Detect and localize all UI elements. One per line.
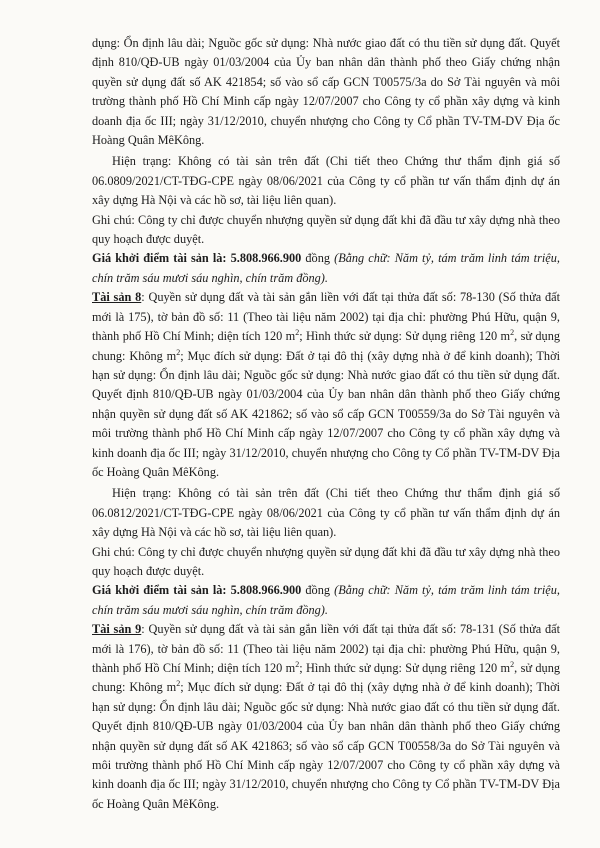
asset8-title: Tài sản 8 — [92, 290, 142, 305]
asset7-status: Hiện trạng: Không có tài sản trên đất (Chi tiết theo Chứng thư thẩm định giá số 06.0809/2021/CT-TĐG-CPE ngày 08/06/2021 của Công ty cổ phần tư vấn thẩm định dự án xây dựng Hà Nội và các hồ sơ, tài liệu liên quan). — [92, 154, 560, 208]
asset8-starting-price — [92, 581, 560, 620]
asset7-continuation: dụng: Ổn định lâu dài; Nguồc gốc sử dụng: Nhà nước giao đất có thu tiền sử dụng đất. Quyết định 810/QĐ-UB ngày 01/03/2004 của Ủy ban nhân dân thành phố theo Giấy chứng nhận quyền sử dụng đất số AK 421854; số vào sổ cấp GCN T00575/3a do Sở Tài nguyên và môi trường thành phố Hồ Chí Minh cấp ngày 12/07/2007 cho Công ty cổ phần xây dựng và kinh doanh địa ốc III; ngày 31/12/2010, chuyển nhượng cho Công ty Cổ phần TV-TM-DV Địa ốc Hoàng Quân MêKông. — [92, 36, 560, 148]
asset7-note: Ghi chú: Công ty chỉ được chuyển nhượng quyền sử dụng đất khi đã đầu tư xây dựng nhà theo quy hoạch được duyệt. — [92, 212, 560, 247]
price-label: Giá khởi điểm tài sản là: 5.808.966.900 — [92, 583, 302, 598]
asset8-status: Hiện trạng: Không có tài sản trên đất (Chi tiết theo Chứng thư thẩm định giá số 06.0812/2021/CT-TĐG-CPE ngày 08/06/2021 của Công ty cổ phần tư vấn thẩm định dự án xây dựng Hà Nội và các hồ sơ, tài liệu liên quan). — [92, 486, 560, 540]
asset9-description: Tài sản 9: Quyền sử dụng đất và tài sản gắn liền với đất tại thửa đất số: 78-131 (Số thửa đất mới là 176), tờ bản đồ số: 11 (Theo tài liệu năm 2002) tại địa chỉ: phường Phú Hữu, quận 9, thành phố Hồ Chí Minh; diện tích 120 $m^2$; Hình thức sử dụng: Sử dụng riêng 120 $m^2$, sử dụng chung: Không $m^2$; Mục đích sử dụng: Đất ở tại đô thị (xây dựng nhà ở để kinh doanh); Thời hạn sử dụng: Ổn định lâu dài; Nguồc gốc sử dụng: Nhà nước giao đất có thu tiền sử dụng đất. Quyết định 810/QĐ-UB ngày 01/03/2004 của Ủy ban nhân dân thành phố theo Giấy chứng nhận quyền sử dụng đất số AK 421863; số vào sổ cấp GCN T00558/3a do Sở Tài nguyên và môi trường thành phố Hồ Chí Minh cấp ngày 12/07/2007 cho Công ty cổ phần xây dựng và kinh doanh địa ốc III; ngày 31/12/2010, chuyển nhượng cho Công ty Cổ phần TV-TM-DV Địa ốc Hoàng Quân MêKông. — [92, 622, 560, 811]
price-in-words: (Bằng chữ: Năm tỷ, tám trăm linh tám triệu, chín trăm sáu mươi sáu nghìn, chín trăm đồng). — [92, 583, 560, 617]
asset9-title: Tài sản 9 — [92, 622, 142, 637]
asset8-note: Ghi chú: Công ty chỉ được chuyển nhượng quyền sử dụng đất khi đã đầu tư xây dựng nhà theo quy hoạch được duyệt. — [92, 544, 560, 578]
price-unit: đồng — [301, 583, 335, 598]
price-in-words: (Bằng chữ: Năm tỷ, tám trăm linh tám triệu, chín trăm sáu mươi sáu nghìn, chín trăm đồng). — [92, 251, 560, 285]
price-label: Giá khởi điểm tài sản là: 5.808.966.900 — [92, 251, 302, 266]
asset7-starting-price — [92, 249, 560, 288]
asset8-description: Tài sản 8: Quyền sử dụng đất và tài sản gắn liền với đất tại thửa đất số: 78-130 (Số thửa đất mới là 175), tờ bản đồ số: 11 (Theo tài liệu năm 2002) tại địa chỉ: phường Phú Hữu, quận 9, thành phố Hồ Chí Minh; diện tích 120 $m^2$; Hình thức sử dụng: Sử dụng riêng 120 $m^2$, sử dụng chung: Không $m^2$; Mục đích sử dụng: Đất ở tại đô thị (xây dựng nhà ở để kinh doanh); Thời hạn sử dụng: Ổn định lâu dài; Nguồc gốc sử dụng: Nhà nước giao đất có thu tiền sử dụng đất. Quyết định 810/QĐ-UB ngày 01/03/2004 của Ủy ban nhân dân thành phố theo Giấy chứng nhận quyền sử dụng đất số AK 421862; số vào sổ cấp GCN T00559/3a do Sở Tài nguyên và môi trường thành phố Hồ Chí Minh cấp ngày 12/07/2007 cho Công ty cổ phần xây dựng và kinh doanh địa ốc III; ngày 31/12/2010, chuyển nhượng cho Công ty Cổ phần TV-TM-DV Địa ốc Hoàng Quân MêKông. — [92, 290, 560, 479]
price-unit: đồng — [301, 251, 335, 266]
